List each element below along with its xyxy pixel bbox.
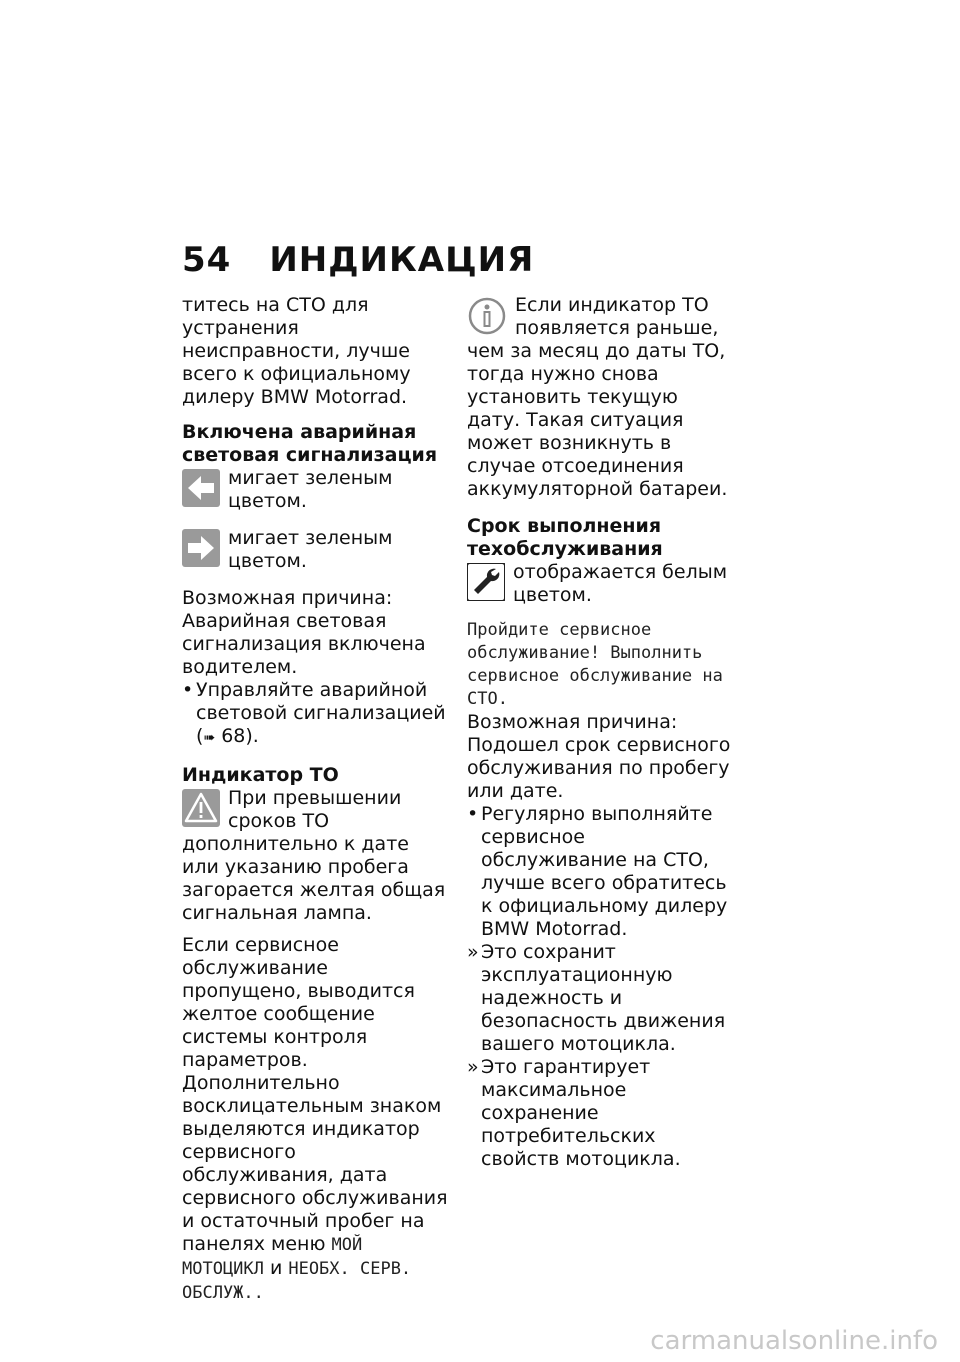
left-arrow-text: мигает зеленым цветом. [228, 467, 393, 512]
bullet-ref: 68 [221, 725, 246, 747]
wrench-text: отображается белым цветом. [513, 561, 728, 606]
page-number: 54 [182, 240, 232, 280]
service-p2-text: Если сервисное обслуживание пропущено, выводится желтое сообщение системы контроля параметров. Дополнительно восклицательным знаком выделяются индикатор сервисного обслуживания, дата сервисного обслуживания и остаточный пробег на панелях меню [182, 934, 448, 1255]
wrench-row [467, 561, 735, 607]
service-paragraph-2 [182, 934, 450, 1305]
left-arrow-row [182, 467, 450, 513]
display-message: Пройдите сервисное обслуживание! Выполнить сервисное обслуживание на СТО. [467, 620, 723, 709]
service-paragraph-1: При превышении сроков ТО дополнительно к дате или указанию пробега загорается желтая общая сигнальная лампа. [182, 787, 446, 924]
info-icon [467, 296, 507, 338]
intro-paragraph: титесь на СТО для устранения неисправности, лучше всего к официальному дилеру BMW Motorrad. [182, 294, 411, 408]
cause-label: Возможная причина: [182, 587, 393, 609]
cause-label-right: Возможная причина: [467, 711, 678, 733]
arrow-left-icon [182, 469, 220, 507]
bullet-end: ). [245, 725, 259, 747]
arrow-ref-icon: ➠ [203, 730, 216, 746]
page-title: ИНДИКАЦИЯ [269, 240, 535, 280]
right-arrow-row [182, 527, 450, 573]
due-heading: Срок выполнения техобслуживания [467, 515, 663, 560]
service-heading: Индикатор ТО [182, 764, 339, 786]
result-1: » Это сохранит эксплуатационную надежность и безопасность движения вашего мотоцикла. [467, 941, 735, 1056]
cause-text-right: Подошел срок сервисного обслуживания по пробегу или дате. [467, 734, 731, 802]
cause-text: Аварийная световая сигнализация включена водителем. [182, 610, 426, 678]
wrench-icon [467, 563, 505, 601]
hazard-bullet [182, 679, 450, 750]
right-column [467, 294, 735, 1171]
bullet-text: Управляйте аварийной световой сигнализацией ( [196, 679, 446, 747]
menu-name-1: МОЙ МОТОЦИКЛ [182, 1235, 363, 1279]
arrow-right-icon [182, 529, 220, 567]
and-text: и [269, 1257, 283, 1279]
info-block [467, 294, 735, 501]
warning-triangle-icon [182, 789, 220, 827]
watermark: carmanualsonline.info [650, 1326, 938, 1356]
right-arrow-text: мигает зеленым цветом. [228, 527, 393, 572]
menu-name-2: НЕОБХ. СЕРВ. ОБСЛУЖ.. [182, 1259, 412, 1303]
hazard-heading: Включена аварийная световая сигнализация [182, 421, 438, 466]
left-column [182, 294, 450, 1305]
info-paragraph: Если индикатор ТО появляется раньше, чем за месяц до даты ТО, тогда нужно снова установить текущую дату. Такая ситуация может возникнуть в случае отсоединения аккумуляторной батареи. [467, 294, 728, 500]
service-bullet: • Регулярно выполняйте сервисное обслуживание на СТО, лучше всего обратитесь к официальному дилеру BMW Motorrad. [467, 803, 735, 941]
service-block [182, 787, 450, 925]
page-header [182, 240, 534, 280]
result-2: » Это гарантирует максимальное сохранение потребительских свойств мотоцикла. [467, 1056, 735, 1171]
